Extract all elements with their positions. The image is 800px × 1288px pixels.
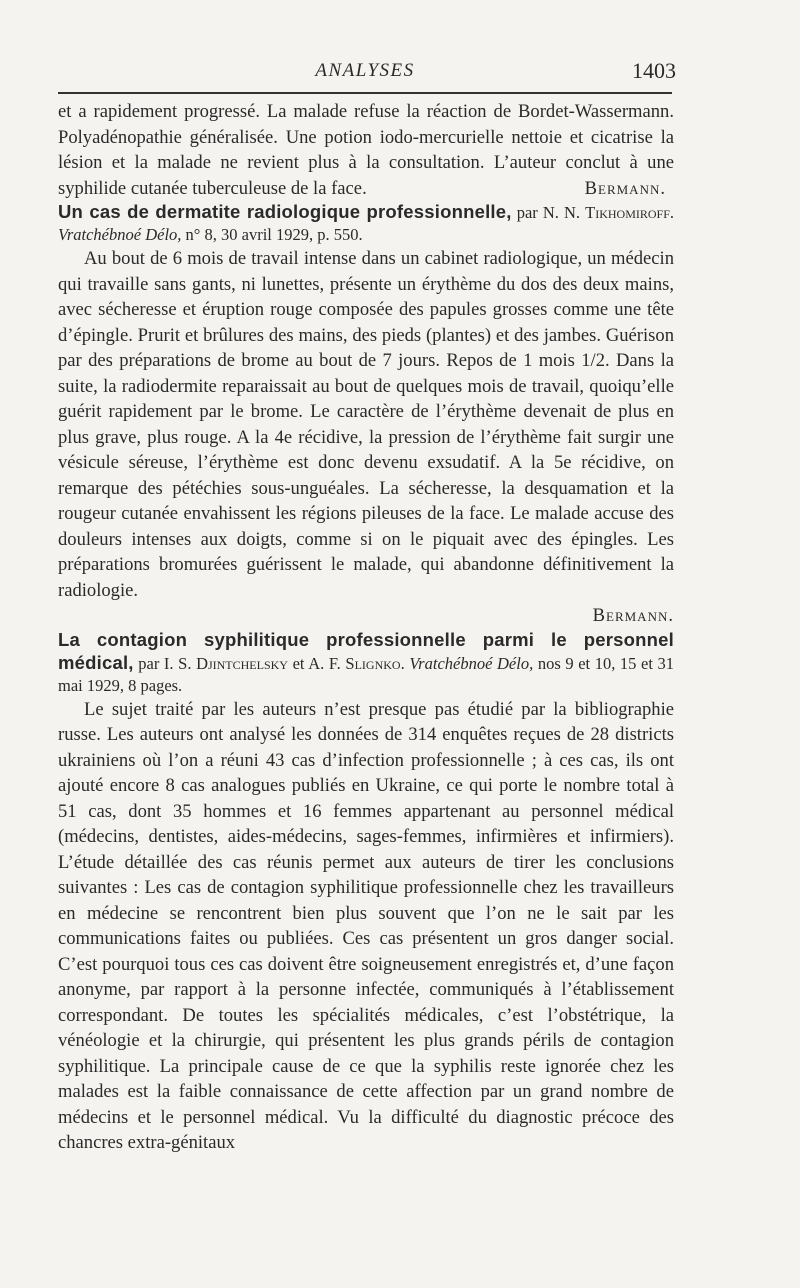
- article-title: La contagion syphilitique professionnelle parmi le personnel médical,: [58, 628, 674, 673]
- running-title: ANALYSES: [315, 60, 415, 81]
- article-syphilis-contagion: [58, 629, 674, 1156]
- journal-name: Vratchébnoé Délo,: [409, 653, 534, 673]
- page-number: 1403: [632, 58, 676, 83]
- article-radiodermatitis: [58, 201, 674, 629]
- article-syphilis-heading: La contagion syphilitique professionnelle parmi le personnel médical, par I. S. Djintchelsky et A. F. Slignko. Vratchébnoé Délo, nos 9 et 10, 15 et 31 mai 1929, 8 pages.: [58, 628, 675, 695]
- article-radiodermatitis-heading: Un cas de dermatite radiologique professionnelle, par N. N. Tikhomiroff. Vratchébnoé Délo, n° 8, 30 avril 1929, p. 550.: [58, 201, 675, 244]
- article-signature: Bermann.: [592, 605, 674, 626]
- article-body: Le sujet traité par les auteurs n’est presque pas étudié par la bibliographie russe. Les auteurs ont analysé les données de 314 enquêtes reçues de 28 districts ukrainiens où l’on a réuni 43 cas d’infection professionnelle ; à ces cas, ils ont ajouté encore 8 cas analogues publiés en Ukraine, ce qui porte le nombre total à 51 cas, dont 35 hommes et 16 femmes appartenant au personnel médical (médecins, dentistes, aides-médecins, sages-femmes, infirmières et infirmiers). L’étude détaillée des cas réunis permet aux auteurs de tirer les conclusions suivantes : Les cas de contagion syphilitique professionnelle chez les travailleurs en médecine se rencontrent bien plus souvent que l’on ne le sait par les communications faites ou publiées. Ces cas présentent un gros danger social. C’est pourquoi tous ces cas doivent être soigneusement enregistrés et, d’une façon anonyme, par rapport à la personne infectée, communiqués à l’établissement correspondant. De toutes les spécialités médicales, c’est l’obstétrique, la vénéologie et la chirurgie, qui présentent les plus grands périls de contagion syphilitique. La principale cause de ce que la syphilis reste ignorée chez les malades est la faible connaissance de cette affection par un grand nombre de médecins et le personnel médical. Vu la difficulté du diagnostic précoce des chancres extra-génitaux: [58, 698, 674, 1153]
- article-title: Un cas de dermatite radiologique professionnelle,: [58, 201, 512, 222]
- journal-name: Vratchébnoé Délo,: [58, 225, 182, 244]
- article-author: Tikhomiroff.: [585, 203, 675, 222]
- article-reference: n° 8, 30 avril 1929, p. 550.: [185, 225, 363, 244]
- article-continuation-text: et a rapidement progressé. La malade refuse la réaction de Bordet-Wassermann. Polyadénopathie généralisée. Une potion iodo-mercurielle nettoie et cicatrise la lésion et la malade ne revient plus à la consultation. L’auteur conclut à une syphilide cutanée tuberculeuse de la face. Bermann.: [58, 99, 674, 201]
- article-author: Slignko.: [345, 653, 405, 673]
- page-header: [58, 58, 676, 94]
- article-author: Djintchelsky: [196, 653, 288, 673]
- article-continuation-signature: Bermann.: [584, 177, 666, 199]
- article-reference: nos 9 et 10, 15 et 31 mai 1929, 8 pages.: [58, 653, 675, 695]
- article-continuation: [58, 99, 674, 201]
- page-body: [58, 99, 674, 1156]
- article-body: Au bout de 6 mois de travail intense dans un cabinet radiologique, un médecin qui travaille sans gants, ni lunettes, présente un érythème du dos des deux mains, avec sécheresse et éruption rouge composée des papules grosses comme une tête d’épingle. Prurit et brûlures des mains, des pieds (plantes) et des jambes. Guérison par des préparations de brome au bout de 7 jours. Repos de 1 mois 1/2. Dans la suite, la radiodermite reparaissait au bout de quelques mois de travail, quoiqu’elle guérit rapidement par le brome. Le caractère de l’érythème devenait de plus en plus grave, plus rouge. A la 4e récidive, la pression de l’érythème fait surgir une vésicule séreuse, l’érythème est donc devenu exsudatif. A la 5e récidive, on remarque des pétéchies sous-unguéales. La sécheresse, la desquamation et la rougeur cutanée envahissent les régions pileuses de la face. Le malade accuse des douleurs intenses aux doigts, comme si on le piquait avec des épingles. Les préparations bromurées guérissent le malade, qui abandonne définitivement la radiologie.: [58, 248, 674, 601]
